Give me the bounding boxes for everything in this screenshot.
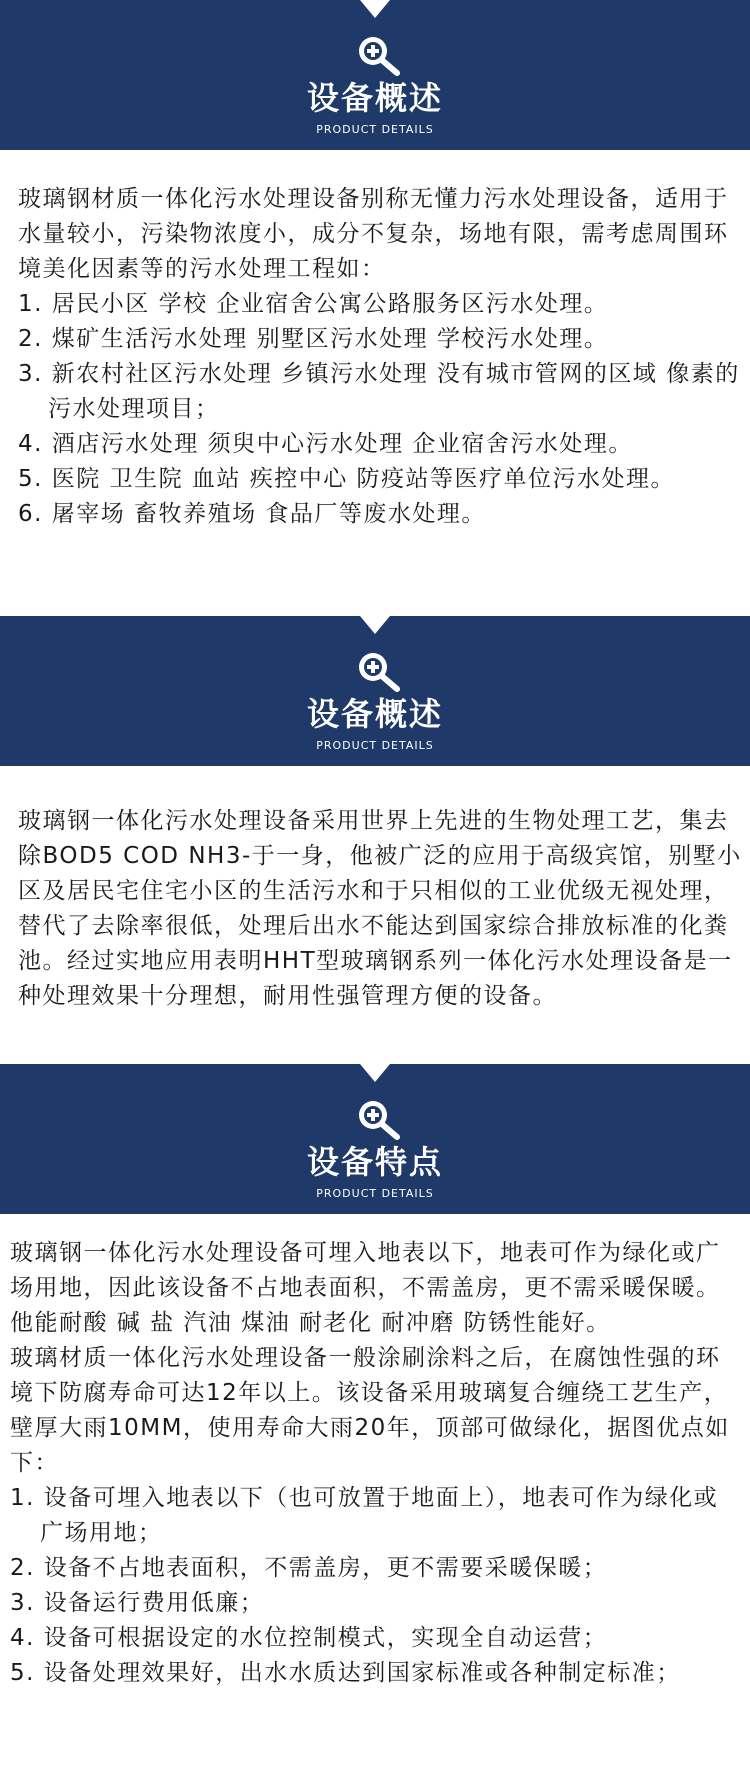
section-subtitle: PRODUCT DETAILS bbox=[316, 739, 434, 752]
list-item: 3. 设备运行费用低廉； bbox=[10, 1590, 265, 1616]
section-banner-overview-2 bbox=[0, 616, 750, 766]
feature-paragraph: 玻璃材质一体化污水处理设备一般涂刷涂料之后，在腐蚀性强的环境下防腐寿命可达12年以上。该设备采用玻璃复合缠绕工艺生产，壁厚大雨10MM，使用寿命大雨20年，顶部可做绿化，据图优点如下： bbox=[10, 1345, 730, 1476]
list-item: 4. 酒店污水处理 须臾中心污水处理 企业宿舍污水处理。 bbox=[18, 431, 633, 457]
section-body-overview bbox=[0, 150, 750, 616]
list-item: 3. 新农村社区污水处理 乡镇污水处理 没有城市管网的区域 像素的污水处理项目； bbox=[18, 361, 740, 422]
section-title: 设备概述 bbox=[306, 695, 443, 733]
section-body-features bbox=[0, 1214, 750, 1691]
intro-paragraph: 玻璃钢材质一体化污水处理设备别称无懂力污水处理设备，适用于水量较小，污染物浓度小，成分不复杂，场地有限，需考虑周围环境美化因素等的污水处理工程如： bbox=[18, 186, 729, 282]
list-item: 1. 居民小区 学校 企业宿舍公寓公路服务区污水处理。 bbox=[18, 291, 609, 317]
feature-paragraph: 他能耐酸 碱 盐 汽油 煤油 耐老化 耐冲磨 防锈性能好。 bbox=[10, 1310, 611, 1336]
section-subtitle: PRODUCT DETAILS bbox=[316, 123, 434, 136]
notch-decoration bbox=[360, 616, 390, 634]
section-title: 设备概述 bbox=[306, 79, 443, 117]
list-item: 5. 医院 卫生院 血站 疾控中心 防疫站等医疗单位污水处理。 bbox=[18, 466, 675, 492]
list-item: 2. 设备不占地表面积，不需盖房，更不需要采暖保暖； bbox=[10, 1555, 608, 1581]
section-title: 设备特点 bbox=[306, 1143, 443, 1181]
feature-paragraph: 玻璃钢一体化污水处理设备可埋入地表以下，地表可作为绿化或广场用地，因此该设备不占地表面积，不需盖房，更不需采暖保暖。 bbox=[10, 1240, 721, 1301]
description-paragraph: 玻璃钢一体化污水处理设备采用世界上先进的生物处理工艺，集去除BOD5 COD NH3-于一身，他被广泛的应用于高级宾馆，别墅小区及居民宅住宅小区的生活污水和于只相似的工业优级无视处理，替代了去除率很低，处理后出水不能达到国家综合排放标准的化粪池。经过实地应用表明HHT型玻璃钢系列一体化污水处理设备是一种处理效果十分理想，耐用性强管理方便的设备。 bbox=[18, 808, 742, 1009]
notch-decoration bbox=[360, 0, 390, 18]
section-banner-features bbox=[0, 1064, 750, 1214]
section-banner-overview bbox=[0, 0, 750, 150]
magnifier-plus-icon bbox=[355, 34, 409, 78]
magnifier-plus-icon bbox=[355, 1098, 409, 1142]
list-item: 2. 煤矿生活污水处理 别墅区污水处理 学校污水处理。 bbox=[18, 326, 609, 352]
section-body-overview-2 bbox=[0, 766, 750, 1064]
notch-decoration bbox=[360, 1064, 390, 1082]
list-item: 4. 设备可根据设定的水位控制模式，实现全自动运营； bbox=[10, 1625, 608, 1651]
list-item: 5. 设备处理效果好，出水水质达到国家标准或各种制定标准； bbox=[10, 1660, 681, 1686]
list-item: 1. 设备可埋入地表以下（也可放置于地面上），地表可作为绿化或广场用地； bbox=[10, 1485, 719, 1546]
section-subtitle: PRODUCT DETAILS bbox=[316, 1187, 434, 1200]
magnifier-plus-icon bbox=[355, 650, 409, 694]
list-item: 6. 屠宰场 畜牧养殖场 食品厂等废水处理。 bbox=[18, 501, 486, 527]
